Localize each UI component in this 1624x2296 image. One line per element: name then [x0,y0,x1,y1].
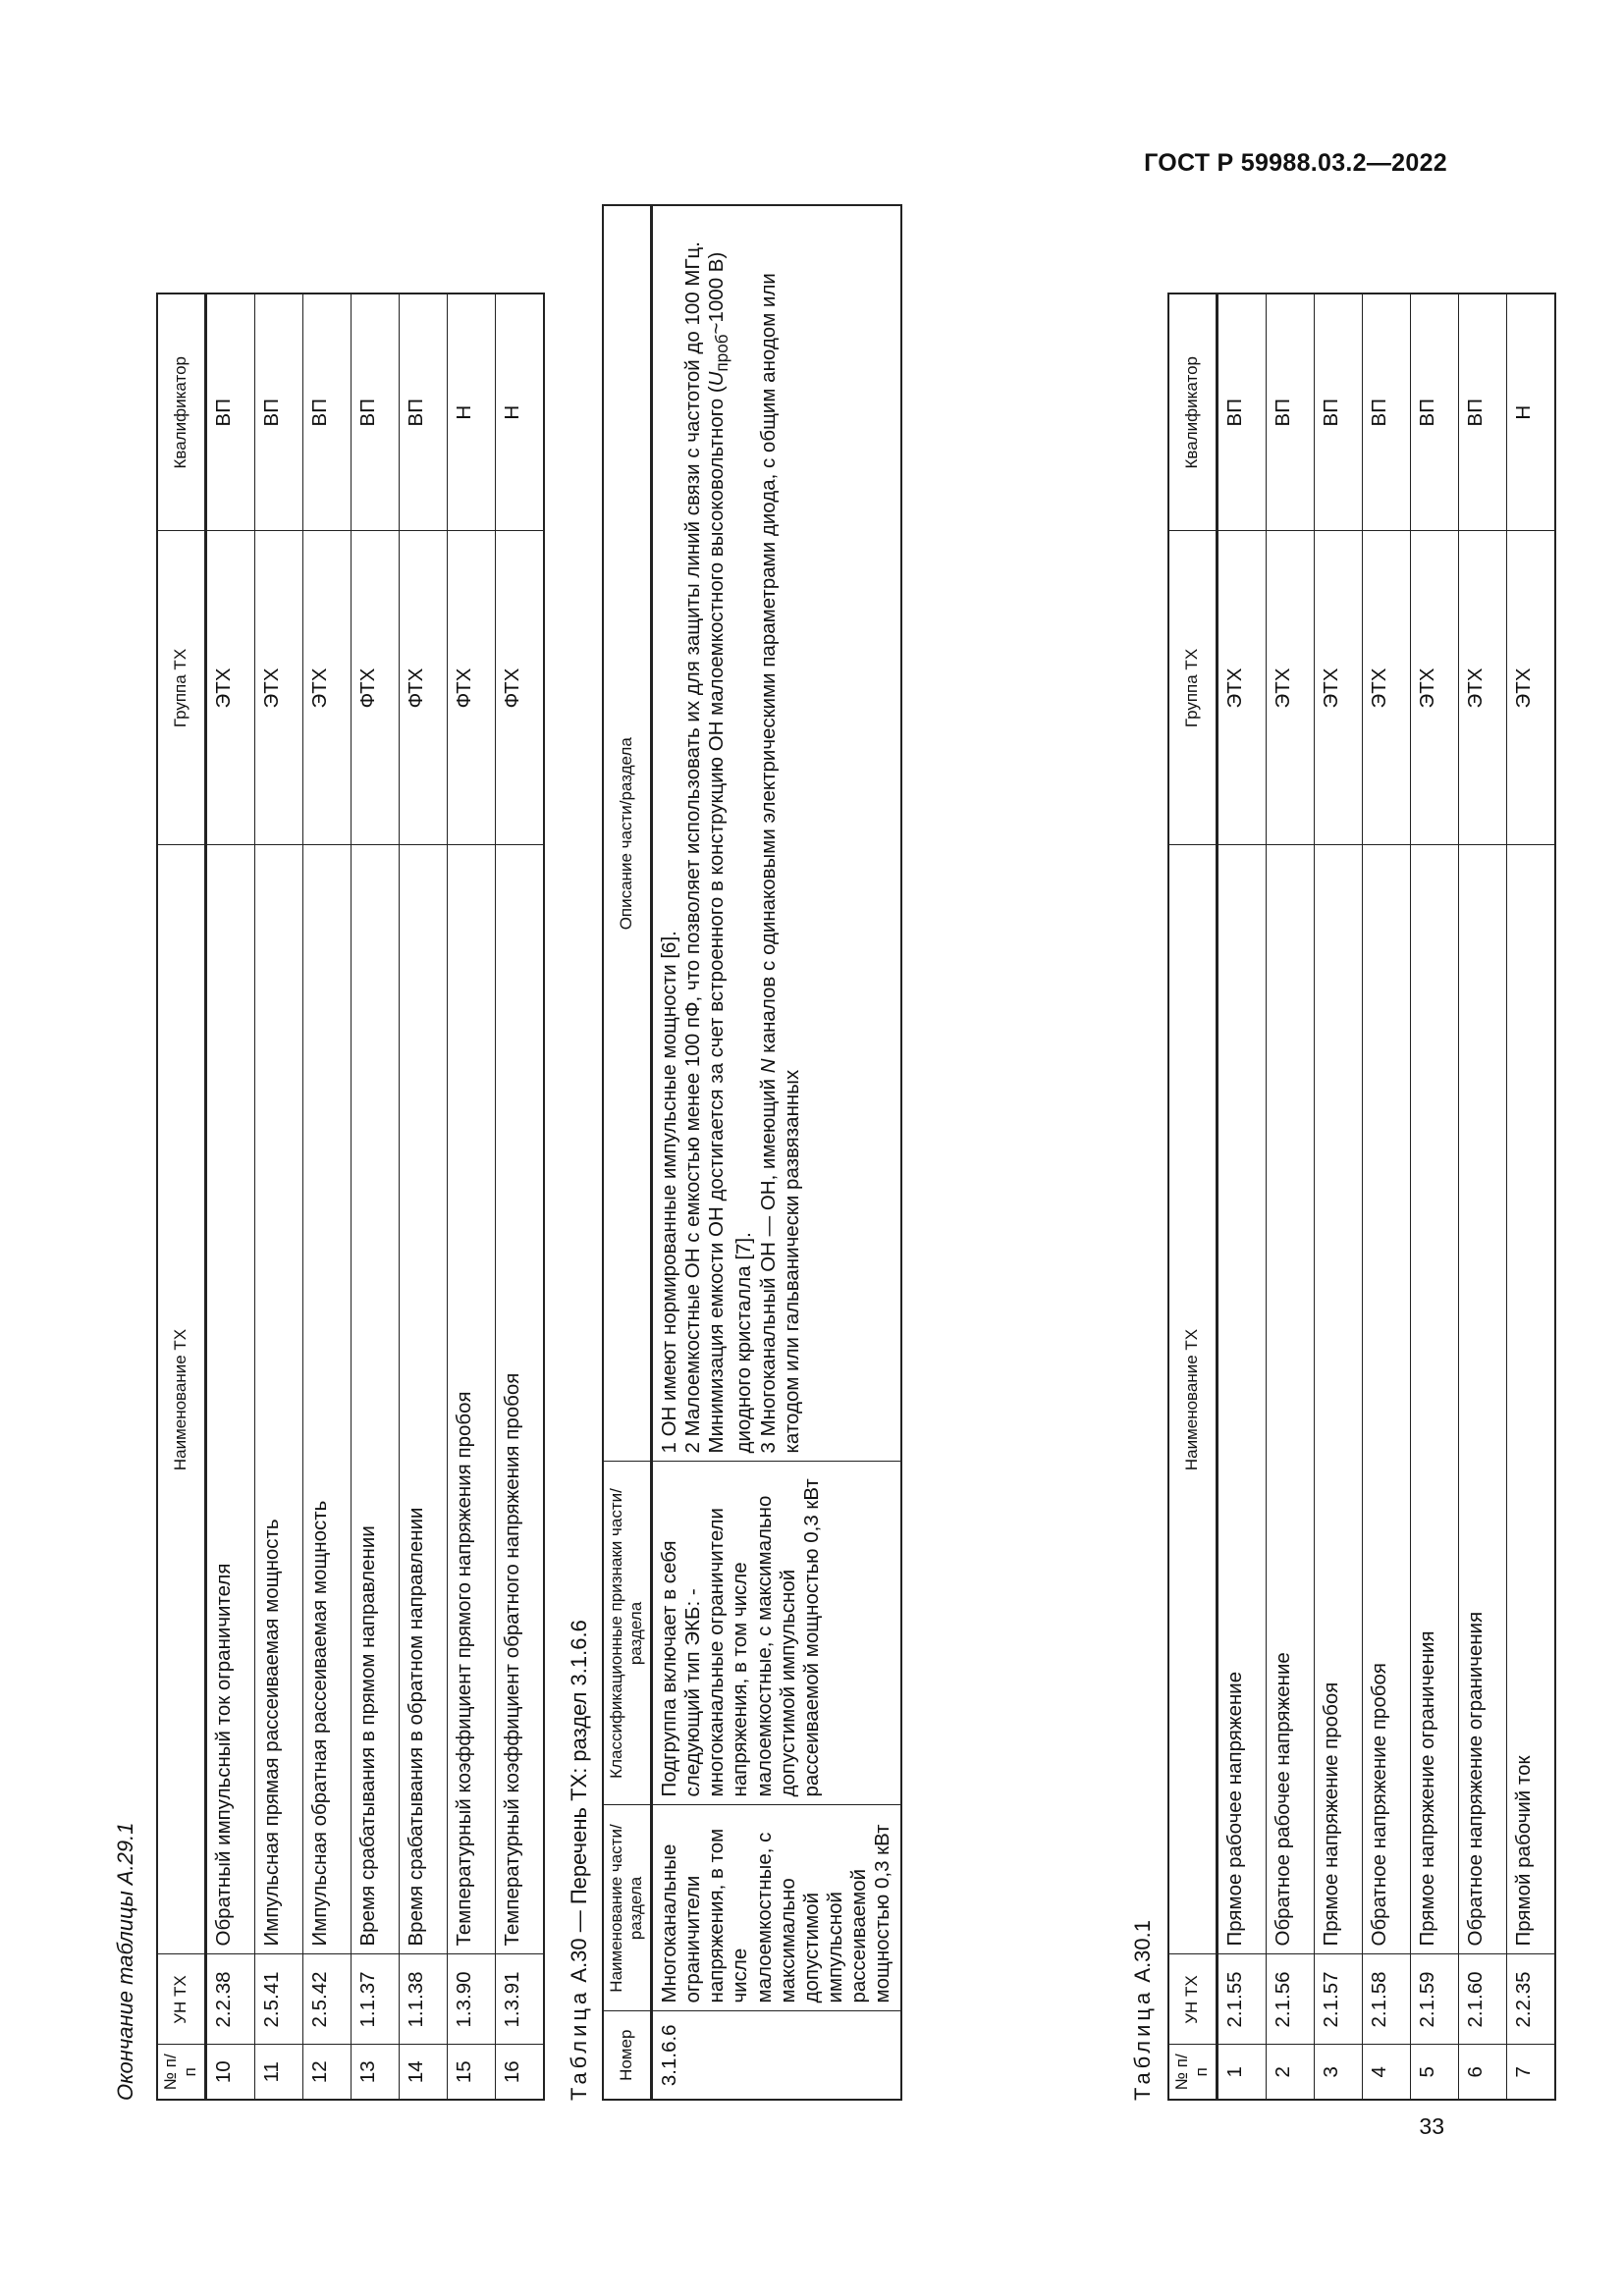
description-item-3-symbol: N [756,1058,780,1074]
row-name: Прямое рабочее напряжение [1217,845,1266,1954]
col-header-qualifier: Квалификатор [157,294,205,531]
row-number: 6 [1458,2045,1506,2100]
row-group: ФТХ [399,531,447,845]
row-code: 2.1.60 [1458,1954,1506,2045]
table-a30-1 [1167,293,1556,2101]
table-row [1458,294,1506,2100]
row-group: ЭТХ [1458,531,1506,845]
description-item-2-end: ~1000 В) диодного кристалла [7]. [705,251,756,1454]
col-header-features: Классификационные признаки части/ раздела [603,1462,651,1805]
row-qualifier: Н [447,294,495,531]
table-a29-1 [156,293,545,2101]
col-header-name: Наименование ТХ [1168,845,1217,1954]
row-number: 7 [1506,2045,1555,2100]
row-number: 14 [399,2045,447,2100]
row-qualifier: Н [495,294,544,531]
table-row [399,294,447,2100]
row-code: 1.3.91 [495,1954,544,2045]
description-item-2-subscript: проб [713,334,732,372]
row-qualifier: ВП [1458,294,1506,531]
description-item-2-text: 2 Малоемкостные ОН с емкостью менее 100 пФ, что позволяет использовать их для защиты линий связи с частотой до 100 МГц. Минимизация емкости ОН достигается за счет встроенного в конструкцию ОН малоемкостного высоковольтного ( [680,241,729,1454]
row-qualifier: ВП [1314,294,1362,531]
row-group: ФТХ [351,531,399,845]
table-row [1217,294,1266,2100]
row-qualifier: ВП [1410,294,1458,531]
row-name: Прямое напряжение пробоя [1314,845,1362,1954]
standard-designation: ГОСТ Р 59988.03.2—2022 [1144,149,1447,177]
description-item-2-symbol: U [705,371,729,387]
row-code: 1.1.37 [351,1954,399,2045]
row-group: ЭТХ [1362,531,1410,845]
table-a30-caption-label: Таблица [567,1988,591,2101]
table-row [1506,294,1555,2100]
col-header-code: УН ТХ [157,1954,205,2045]
col-header-qualifier: Квалификатор [1168,294,1217,531]
row-number: 12 [302,2045,351,2100]
table-row [651,205,900,2100]
row-name: Время срабатывания в прямом направлении [351,845,399,1954]
row-group: ЭТХ [254,531,302,845]
table-row [1314,294,1362,2100]
row-qualifier: ВП [205,294,254,531]
row-code: 2.2.38 [205,1954,254,2045]
table-a30-1-caption-label: Таблица [1130,1988,1155,2101]
row-code: 2.1.55 [1217,1954,1266,2045]
row-number: 13 [351,2045,399,2100]
description-item-1: 1 ОН имеют нормированные импульсные мощности [6]. [657,931,680,1454]
row-code: 2.2.35 [1506,1954,1555,2045]
row-qualifier: ВП [302,294,351,531]
row-code: 2.5.42 [302,1954,351,2045]
row-number: 16 [495,2045,544,2100]
row-name: Прямой рабочий ток [1506,845,1555,1954]
col-header-group: Группа ТХ [157,531,205,845]
row-code: 1.3.90 [447,1954,495,2045]
row-code: 1.1.38 [399,1954,447,2045]
row-qualifier: ВП [351,294,399,531]
col-header-name: Наименование ТХ [157,845,205,1954]
col-header-description: Описание части/раздела [603,205,651,1462]
page-number: 33 [1419,2113,1444,2139]
row-name: Импульсная прямая рассеиваемая мощность [254,845,302,1954]
table-row [1266,294,1314,2100]
row-group: ЭТХ [205,531,254,845]
row-code: 2.1.59 [1410,1954,1458,2045]
row-group: ЭТХ [1410,531,1458,845]
row-number: 15 [447,2045,495,2100]
table-row [254,294,302,2100]
row-number: 5 [1410,2045,1458,2100]
row-qualifier: ВП [1266,294,1314,531]
row-number: 4 [1362,2045,1410,2100]
row-code: 2.1.58 [1362,1954,1410,2045]
row-group: ЭТХ [1314,531,1362,845]
row-group: ЭТХ [1506,531,1555,845]
row-group: ЭТХ [1266,531,1314,845]
row-number: 10 [205,2045,254,2100]
table-row [302,294,351,2100]
col-header-number: Номер [603,2011,651,2100]
table-row [351,294,399,2100]
row-qualifier: ВП [1217,294,1266,531]
col-header-group: Группа ТХ [1168,531,1217,845]
table-a30-1-caption-text: А.30.1 [1130,1920,1155,1983]
table-row [1362,294,1410,2100]
table-a29-1-caption: Окончание таблицы А.29.1 [113,1822,137,2101]
row-group: ФТХ [447,531,495,845]
row-qualifier: ВП [1362,294,1410,531]
table-row [495,294,544,2100]
description-item-3-end: каналов с одинаковыми электрическими параметрами диода, с общим анодом или катодом или гальванически развязанных [756,273,803,1454]
row-code: 2.1.57 [1314,1954,1362,2045]
description-item-3-text: 3 Многоканальный ОН — ОН, имеющий [756,1073,780,1454]
row-group: ЭТХ [302,531,351,845]
row-code: 2.1.56 [1266,1954,1314,2045]
table-a30-caption-text: А.30 — Перечень ТХ: раздел 3.1.6.6 [567,1620,591,1983]
row-number: 3 [1314,2045,1362,2100]
row-number: 1 [1217,2045,1266,2100]
table-a30 [602,204,902,2101]
rotated-page-content [113,59,1535,2101]
description-item-3 [757,214,804,1454]
row-qualifier: Н [1506,294,1555,531]
row-name: Обратный импульсный ток ограничителя [205,845,254,1954]
row-name: Температурный коэффициент прямого напряжения пробоя [447,845,495,1954]
row-name: Обратное рабочее напряжение [1266,845,1314,1954]
part-number: 3.1.6.6 [651,2011,900,2100]
row-name: Импульсная обратная рассеиваемая мощность [302,845,351,1954]
table-a30-1-caption [1130,1920,1156,2101]
table-row [205,294,254,2100]
col-header-code: УН ТХ [1168,1954,1217,2045]
row-qualifier: ВП [399,294,447,531]
col-header-part-name: Наименование части/ раздела [603,1805,651,2011]
row-number: 11 [254,2045,302,2100]
row-group: ЭТХ [1217,531,1266,845]
row-name: Обратное напряжение пробоя [1362,845,1410,1954]
table-a30-caption [567,1620,592,2101]
table-row [1410,294,1458,2100]
table-row [447,294,495,2100]
row-qualifier: ВП [254,294,302,531]
row-name: Время срабатывания в обратном направлении [399,845,447,1954]
description-item-2 [681,214,757,1454]
row-code: 2.5.41 [254,1954,302,2045]
row-group: ФТХ [495,531,544,845]
part-description [651,205,900,1462]
part-name: Многоканальные ограничители напряжения, в том числе малоемкостные, с максимально допустимой импульсной рассеиваемой мощностью 0,3 кВт [651,1805,900,2011]
row-name: Обратное напряжение ограничения [1458,845,1506,1954]
row-name: Прямое напряжение ограничения [1410,845,1458,1954]
row-name: Температурный коэффициент обратного напряжения пробоя [495,845,544,1954]
col-header-number: № п/п [157,2045,205,2100]
row-number: 2 [1266,2045,1314,2100]
part-features: Подгруппа включает в себя следующий тип ЭКБ: - многоканальные ограничители напряжения, в том числе малоемкостные, с максимально допустимой импульсной рассеиваемой мощностью 0,3 кВт [651,1462,900,1805]
col-header-number: № п/п [1168,2045,1217,2100]
